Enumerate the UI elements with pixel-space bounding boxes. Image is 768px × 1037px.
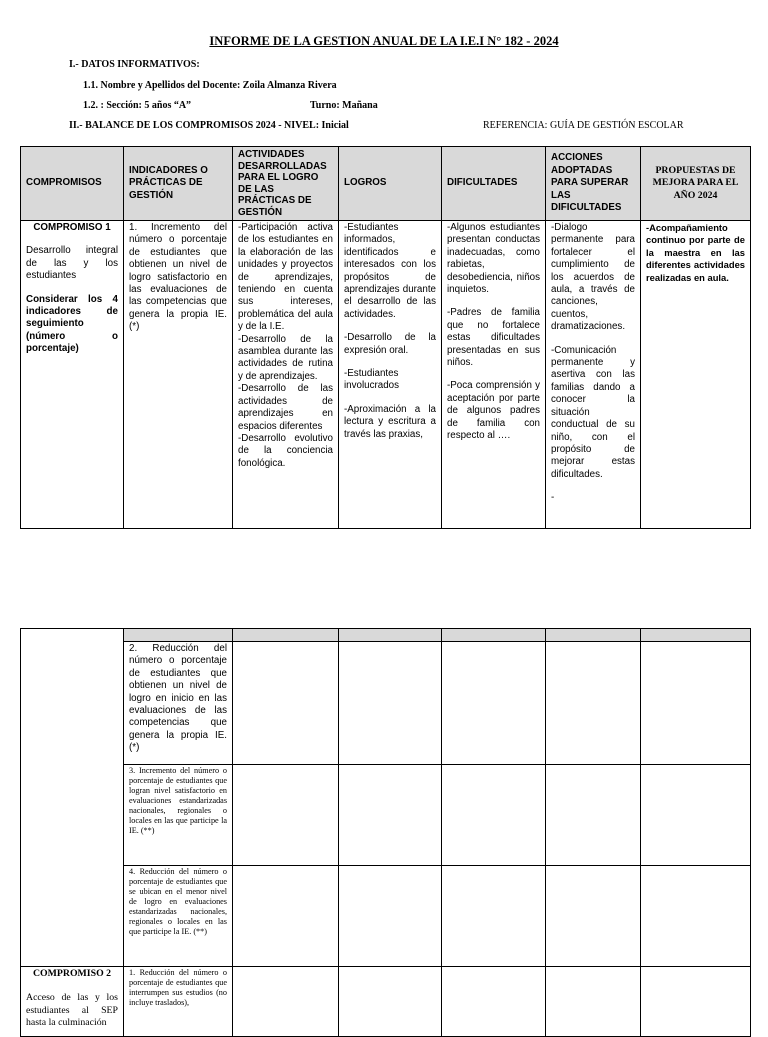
cell-empty bbox=[442, 629, 546, 642]
section-balance: II.- BALANCE DE LOS COMPROMISOS 2024 - NIVEL: Inicial bbox=[69, 120, 349, 131]
table-row bbox=[21, 642, 751, 765]
cell-empty bbox=[546, 765, 641, 866]
cell-indicador-1: 1. Incremento del número o porcentaje de estudiantes que obtienen un nivel de logro satisfactorio en las evaluaciones de las competencias que genera la propia IE. (*) bbox=[124, 221, 233, 529]
cell-empty bbox=[339, 866, 442, 967]
cell-empty bbox=[641, 866, 751, 967]
cell-logros bbox=[339, 221, 442, 529]
cell-empty bbox=[442, 866, 546, 967]
actividad-item: -Desarrollo evolutivo de la conciencia fonológica. bbox=[238, 432, 333, 469]
logro-item: -Estudiantes involucrados bbox=[344, 368, 400, 392]
compromiso-1-desc: Desarrollo integral de las y los estudiantes bbox=[26, 245, 118, 282]
cell-empty bbox=[546, 629, 641, 642]
cell-empty bbox=[339, 629, 442, 642]
cell-c2-indicador-1: 1. Reducción del número o porcentaje de estudiantes que interrumpen sus estudios (no incluye traslados), bbox=[124, 967, 233, 1037]
report-title: INFORME DE LA GESTION ANUAL DE LA I.E.I N° 182 - 2024 bbox=[209, 34, 559, 48]
balance-table bbox=[20, 146, 751, 529]
cell-acciones bbox=[546, 221, 641, 529]
actividad-item: -Desarrollo de las actividades de aprendizajes en espacios diferentes bbox=[238, 383, 333, 432]
table-row bbox=[21, 765, 751, 866]
cell-dificultades bbox=[442, 221, 546, 529]
cell-compromiso-2 bbox=[21, 967, 124, 1037]
header-indicadores: INDICADORES O PRÁCTICAS DE GESTIÓN bbox=[124, 147, 233, 221]
balance-table-continued bbox=[20, 628, 751, 1037]
cell-empty bbox=[442, 967, 546, 1037]
referencia: REFERENCIA: GUÍA DE GESTIÓN ESCOLAR bbox=[483, 120, 684, 131]
cell-empty bbox=[641, 765, 751, 866]
cell-empty bbox=[641, 967, 751, 1037]
cell-empty bbox=[339, 967, 442, 1037]
accion-item: - bbox=[551, 492, 555, 504]
section-datos-informativos: I.- DATOS INFORMATIVOS: bbox=[69, 59, 200, 70]
compromiso-1-title: COMPROMISO 1 bbox=[33, 222, 111, 233]
header-propuestas: PROPUESTAS DE MEJORA PARA EL AÑO 2024 bbox=[641, 147, 751, 221]
cell-indicador-2: 2. Reducción del número o porcentaje de estudiantes que obtienen un nivel de logro en inicio en las evaluaciones de las competencias que genera la propia IE. (*) bbox=[124, 642, 233, 765]
header-dificultades: DIFICULTADES bbox=[442, 147, 546, 221]
logro-item: -Estudiantes informados, identificados e interesados con los propósitos de aprendizajes durante el desarrollo de las actividades. bbox=[344, 222, 436, 320]
cell-empty bbox=[233, 765, 339, 866]
cell-empty bbox=[546, 642, 641, 765]
compromiso-2-title: COMPROMISO 2 bbox=[32, 968, 112, 979]
cell-propuestas: -Acompañamiento continuo por parte de la maestra en las diferentes actividades realizadas en aula. bbox=[641, 221, 751, 529]
dificultad-item: -Algunos estudiantes presentan conductas inadecuadas, como rabietas, desobediencia, niños inquietos. bbox=[447, 222, 540, 296]
header-logros: LOGROS bbox=[339, 147, 442, 221]
compromiso-1-note: Considerar los 4 indicadores de seguimiento (número o porcentaje) bbox=[26, 293, 118, 355]
cell-empty bbox=[233, 642, 339, 765]
header-actividades: ACTIVIDADES DESARROLLADAS PARA EL LOGRO DE LAS PRÁCTICAS DE GESTIÓN bbox=[233, 147, 339, 221]
cell-indicador-4: 4. Reducción del número o porcentaje de estudiantes que se ubican en el menor nivel de logro en evaluaciones estandarizadas nacionales, regionales o locales en las que participe la IE. (**) bbox=[124, 866, 233, 967]
cell-empty bbox=[233, 629, 339, 642]
cell-empty bbox=[339, 642, 442, 765]
cell-empty bbox=[442, 765, 546, 866]
turno-label: Turno: Mañana bbox=[310, 100, 378, 111]
logro-item: -Aproximación a la lectura y escritura a través las praxias, bbox=[344, 403, 436, 440]
accion-item: -Comunicación permanente y asertiva con las familias dando a conocer la situación conductual de su niño, con el propósito de mejorar estas dificultades. bbox=[551, 344, 635, 480]
docente-name: 1.1. Nombre y Apellidos del Docente: Zoila Almanza Rivera bbox=[83, 80, 337, 91]
dificultad-item: -Padres de familia que no fortalece estas dificultades presentadas en sus niños. bbox=[447, 307, 540, 369]
dificultad-item: -Poca comprensión y aceptación por parte de algunos padres de familia con respecto al …. bbox=[447, 380, 540, 442]
compromiso-2-desc: Acceso de las y los estudiantes al SEP hasta la culminación bbox=[26, 992, 118, 1029]
cell-compromiso-1-cont bbox=[21, 629, 124, 967]
cell-empty bbox=[233, 967, 339, 1037]
cell-empty bbox=[641, 629, 751, 642]
actividad-item: -Participación activa de los estudiantes en la elaboración de las unidades y proyectos de aprendizajes, teniendo en cuenta sus intereses, problemática del aula y de la I.E. bbox=[238, 222, 333, 333]
header-compromisos: COMPROMISOS bbox=[21, 147, 124, 221]
cell-indicador-3: 3. Incremento del número o porcentaje de estudiantes que logran nivel satisfactorio en evaluaciones estandarizadas nacionales, regionales o locales en las que participe la IE. (**) bbox=[124, 765, 233, 866]
table-row bbox=[21, 967, 751, 1037]
cell-empty bbox=[124, 629, 233, 642]
table-row bbox=[21, 866, 751, 967]
cell-empty bbox=[641, 642, 751, 765]
cell-empty bbox=[442, 642, 546, 765]
cell-empty bbox=[339, 765, 442, 866]
cell-actividades bbox=[233, 221, 339, 529]
accion-item: -Dialogo permanente para fortalecer el cumplimiento de los acuerdos de aula, a través de canciones, cuentos, dramatizaciones. bbox=[551, 222, 635, 333]
cell-empty bbox=[233, 866, 339, 967]
cell-empty bbox=[546, 866, 641, 967]
table-row bbox=[21, 629, 751, 642]
seccion-label: 1.2. : Sección: 5 años “A” bbox=[83, 100, 192, 111]
cell-empty bbox=[546, 967, 641, 1037]
actividad-item: -Desarrollo de la asamblea durante las actividades de rutina y de aprendizajes. bbox=[238, 333, 333, 382]
logro-item: -Desarrollo de la expresión oral. bbox=[344, 332, 436, 356]
header-acciones: ACCIONES ADOPTADAS PARA SUPERAR LAS DIFICULTADES bbox=[546, 147, 641, 221]
table-row bbox=[21, 221, 751, 529]
cell-compromiso-1 bbox=[21, 221, 124, 529]
